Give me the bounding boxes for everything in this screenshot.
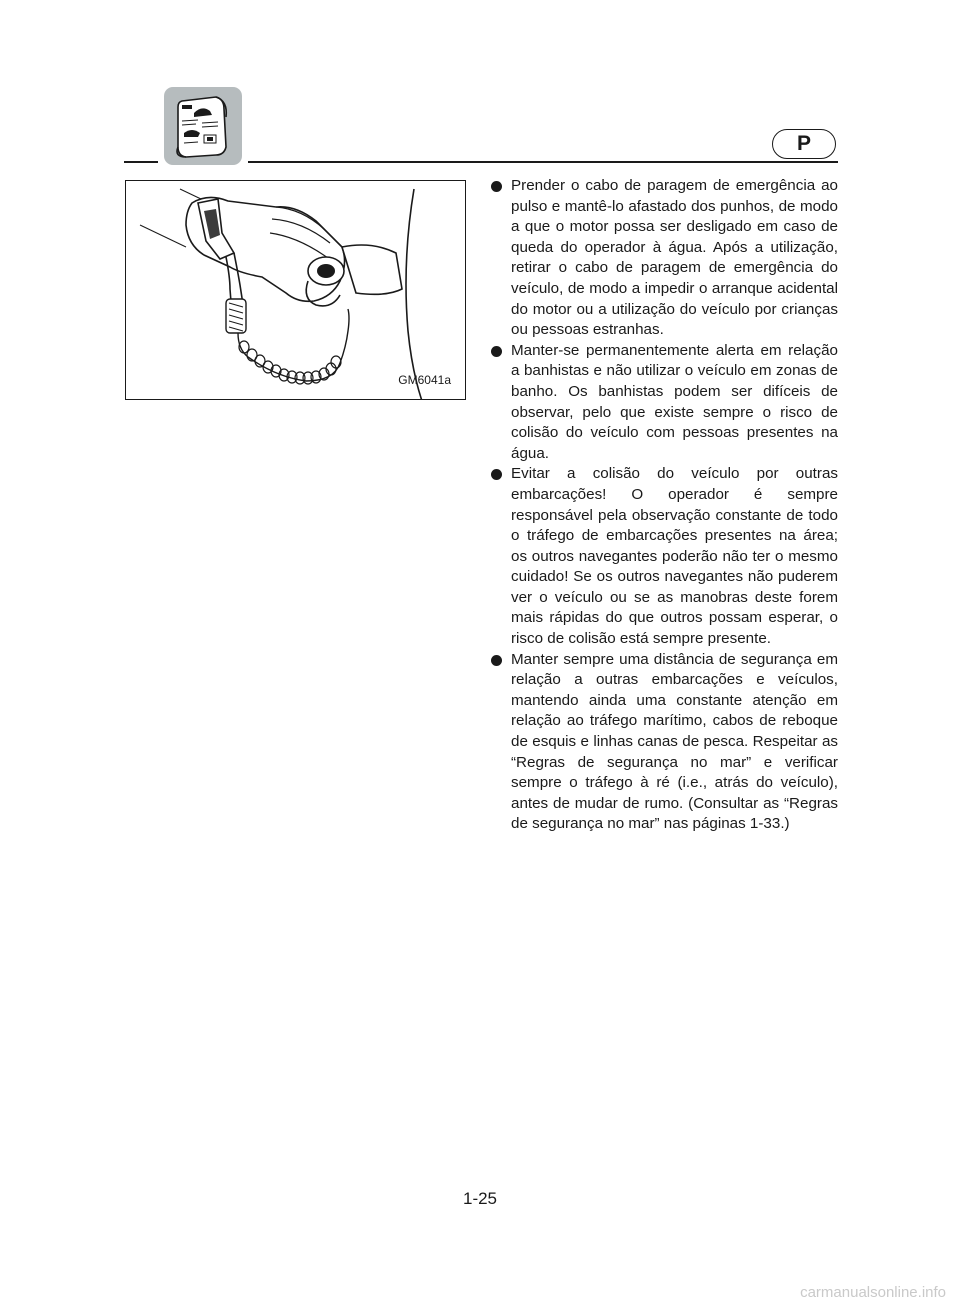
list-item-text: Evitar a colisão do veículo por outras embarcações! O operador é sempre responsável pela observação constante de todo o tráfego de embarcações presentes na área; os outros navegantes poderão não ter o mesmo cuidado! Se os outros navegantes não puderem ver o veículo ou se as manobras deste forem mais rápidas do que outros possam esperar, o risco de colisão está sempre presente.: [511, 465, 838, 648]
figure-code: GM6041a: [398, 373, 451, 387]
bullet-icon: [491, 346, 502, 357]
list-item: [489, 650, 838, 835]
header-rule-right: [248, 161, 838, 163]
header-rule-left: [124, 161, 158, 163]
hand-with-lanyard-illustration: [126, 181, 466, 400]
bullet-icon: [491, 655, 502, 666]
bullet-icon: [491, 469, 502, 480]
list-item: [489, 341, 838, 465]
list-item-text: Manter sempre uma distância de segurança em relação a outras embarcações e veículos, mantendo ainda uma constante atenção em relação ao tráfego marítimo, cabos de reboque de esquis e linhas canas de pesca. Respeitar as “Regras de segurança no mar” e verificar sempre o tráfego à ré (i.e., atrás do veículo), antes de mudar de rumo. (Consultar as “Regras de segurança no mar” nas páginas 1-33.): [511, 650, 838, 833]
list-item: [489, 464, 838, 649]
manual-book-icon: [164, 87, 242, 165]
list-item-text: Manter-se permanentemente alerta em relação a banhistas e não utilizar o veículo em zonas de banho. Os banhistas podem ser difíceis de observar, pelo que existe sempre o risco de colisão do veículo com pessoas presentes na água.: [511, 341, 838, 462]
language-badge: [772, 129, 836, 159]
page-number: 1-25: [462, 1189, 498, 1208]
safety-instructions: [489, 176, 838, 835]
bullet-icon: [491, 181, 502, 192]
language-badge-label: P: [796, 132, 811, 155]
list-item-text: Prender o cabo de paragem de emergência ao pulso e mantê-lo afastado dos punhos, de modo a que o motor possa ser desligado em caso de queda do operador à água. Após a utilização, retirar o cabo de paragem de emergência do veículo, de modo a impedir o arranque acidental do motor ou a utilização do veículo por crianças ou pessoas estranhas.: [511, 177, 838, 339]
list-item: [489, 176, 838, 341]
figure-illustration: [125, 180, 466, 400]
owner-manual-icon: [164, 87, 242, 165]
watermark: carmanualsonline.info: [800, 1284, 946, 1301]
